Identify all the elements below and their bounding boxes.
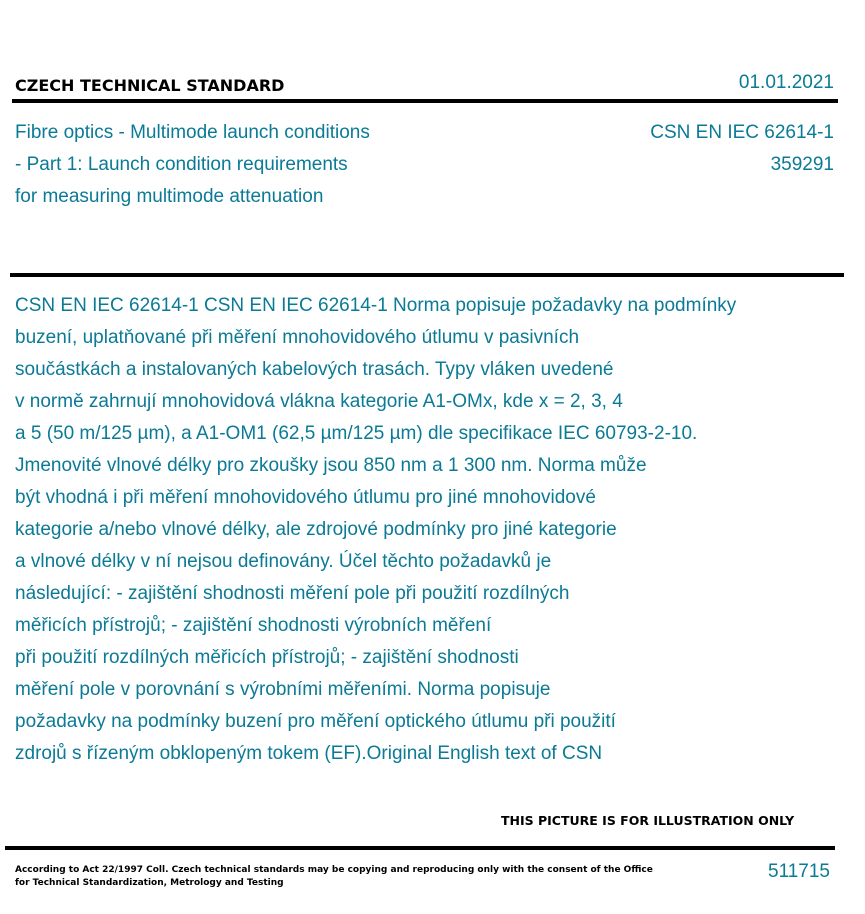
standard-code: CSN EN IEC 62614-1 — [650, 122, 834, 143]
abstract-line: měření pole v porovnání s výrobními měřeními. Norma popisuje — [15, 679, 551, 700]
copyright-line: According to Act 22/1997 Coll. Czech technical standards may be copying and reproducing only with the consent of the Office — [15, 865, 653, 875]
abstract-line: měřicích přístrojů; - zajištění shodnosti výrobních měření — [15, 615, 492, 636]
standard-title — [15, 117, 370, 213]
title-line: for measuring multimode attenuation — [15, 186, 324, 207]
abstract-line: zdrojů s řízeným obklopeným tokem (EF).Original English text of CSN — [15, 743, 603, 764]
catalog-number: 359291 — [770, 154, 834, 175]
copyright-line: for Technical Standardization, Metrology and Testing — [15, 878, 284, 888]
abstract-line: v normě zahrnují mnohovidová vlákna kategorie A1-OMx, kde x = 2, 3, 4 — [15, 391, 623, 412]
standard-type-label: CZECH TECHNICAL STANDARD — [15, 76, 285, 95]
standard-codes — [650, 117, 834, 181]
effective-date: 01.01.2021 — [738, 72, 834, 93]
abstract-text — [15, 290, 855, 770]
abstract-line: CSN EN IEC 62614-1 CSN EN IEC 62614-1 Norma popisuje požadavky na podmínky — [15, 295, 737, 316]
abstract-line: být vhodná i při měření mnohovidového útlumu pro jiné mnohovidové — [15, 487, 596, 508]
abstract-line: kategorie a/nebo vlnové délky, ale zdrojové podmínky pro jiné kategorie — [15, 519, 617, 540]
abstract-line: součástkách a instalovaných kabelových trasách. Typy vláken uvedené — [15, 359, 614, 380]
illustration-disclaimer: THIS PICTURE IS FOR ILLUSTRATION ONLY — [501, 813, 795, 828]
copyright-note — [15, 864, 653, 890]
abstract-line: při použití rozdílných měřicích přístrojů; - zajištění shodnosti — [15, 647, 519, 668]
document-number: 511715 — [768, 861, 830, 882]
abstract-line: a vlnové délky v ní nejsou definovány. Účel těchto požadavků je — [15, 551, 552, 572]
abstract-line: následující: - zajištění shodnosti měření pole při použití rozdílných — [15, 583, 570, 604]
abstract-line: a 5 (50 m/125 µm), a A1-OM1 (62,5 µm/125 µm) dle specifikace IEC 60793-2-10. — [15, 423, 698, 444]
abstract-line: buzení, uplatňované při měření mnohovidového útlumu v pasivních — [15, 327, 580, 348]
title-divider — [10, 273, 844, 277]
abstract-line: požadavky na podmínky buzení pro měření optického útlumu při použití — [15, 711, 616, 732]
header-divider — [12, 99, 838, 103]
title-line: - Part 1: Launch condition requirements — [15, 154, 348, 175]
footer-divider — [5, 846, 835, 850]
abstract-line: Jmenovité vlnové délky pro zkoušky jsou 850 nm a 1 300 nm. Norma může — [15, 455, 647, 476]
title-line: Fibre optics - Multimode launch conditions — [15, 122, 370, 143]
